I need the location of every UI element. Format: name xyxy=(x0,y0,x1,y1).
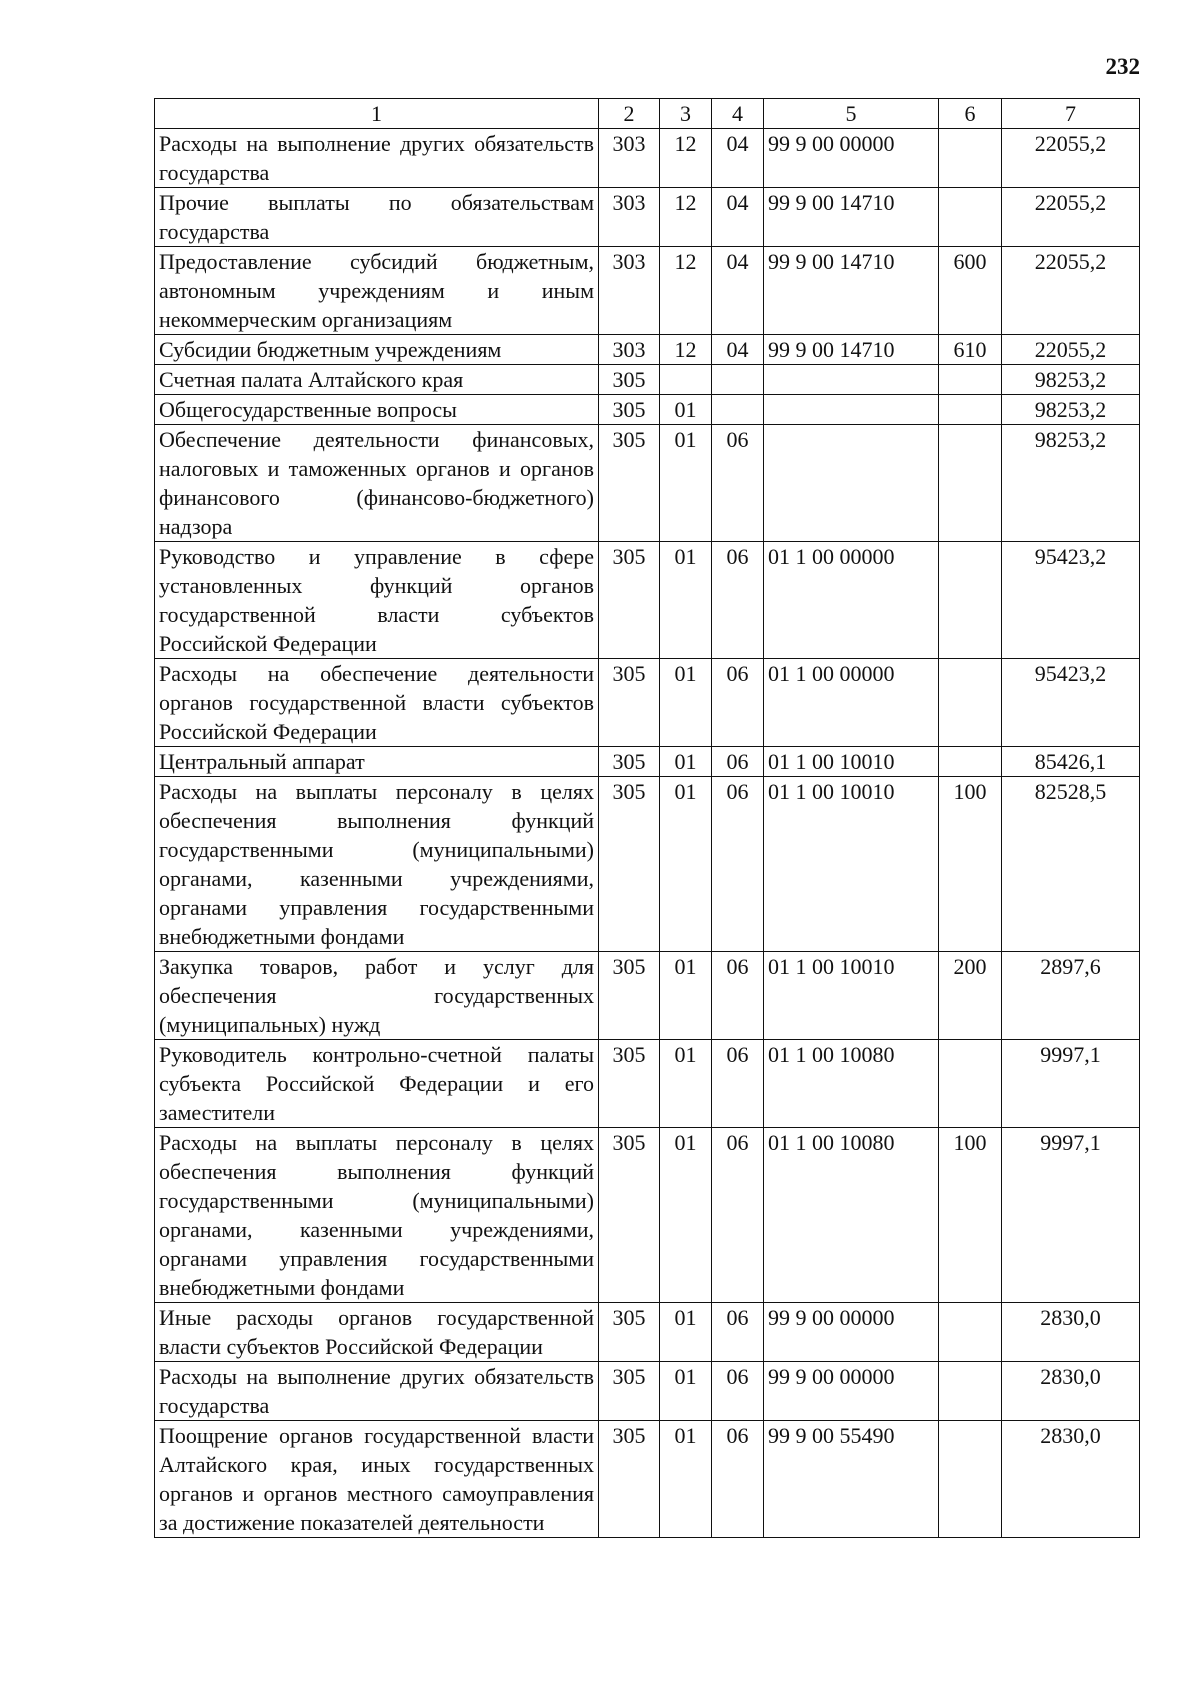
row-section-cell: 01 xyxy=(660,777,712,952)
row-name-cell: Субсидии бюджетным учреждениям xyxy=(155,335,599,365)
row-section-cell: 01 xyxy=(660,395,712,425)
row-admin-code-cell: 305 xyxy=(599,952,660,1040)
table-row xyxy=(155,777,1140,952)
row-admin-code-cell: 305 xyxy=(599,365,660,395)
row-section-cell: 12 xyxy=(660,129,712,188)
row-name-cell: Закупка товаров, работ и услуг для обеспечения государственных (муниципальных) нужд xyxy=(155,952,599,1040)
row-expense-type-cell: 100 xyxy=(939,777,1002,952)
row-subsection-cell: 06 xyxy=(712,1040,764,1128)
table-row xyxy=(155,129,1140,188)
row-target-item-cell: 01 1 00 10010 xyxy=(764,777,939,952)
row-amount-cell: 82528,5 xyxy=(1002,777,1140,952)
table-row xyxy=(155,1128,1140,1303)
row-expense-type-cell: 600 xyxy=(939,247,1002,335)
row-amount-cell: 95423,2 xyxy=(1002,542,1140,659)
row-amount-cell: 22055,2 xyxy=(1002,335,1140,365)
row-amount-cell: 2830,0 xyxy=(1002,1362,1140,1421)
row-amount-cell: 2830,0 xyxy=(1002,1303,1140,1362)
row-target-item-cell xyxy=(764,365,939,395)
row-target-item-cell xyxy=(764,425,939,542)
row-name-cell: Общегосударственные вопросы xyxy=(155,395,599,425)
row-subsection-cell xyxy=(712,395,764,425)
row-admin-code-cell: 305 xyxy=(599,1040,660,1128)
row-name-cell: Прочие выплаты по обязательствам государства xyxy=(155,188,599,247)
row-admin-code-cell: 305 xyxy=(599,542,660,659)
row-name-cell: Расходы на обеспечение деятельности органов государственной власти субъектов Российской Федерации xyxy=(155,659,599,747)
row-name-cell: Обеспечение деятельности финансовых, налоговых и таможенных органов и органов финансового (финансово-бюджетного) надзора xyxy=(155,425,599,542)
row-target-item-cell: 01 1 00 10010 xyxy=(764,952,939,1040)
row-target-item-cell: 99 9 00 14710 xyxy=(764,247,939,335)
row-expense-type-cell: 100 xyxy=(939,1128,1002,1303)
table-row xyxy=(155,425,1140,542)
row-target-item-cell: 99 9 00 14710 xyxy=(764,188,939,247)
row-admin-code-cell: 305 xyxy=(599,659,660,747)
row-section-cell: 01 xyxy=(660,542,712,659)
table-row xyxy=(155,395,1140,425)
row-name-cell: Руководитель контрольно-счетной палаты субъекта Российской Федерации и его заместители xyxy=(155,1040,599,1128)
row-section-cell xyxy=(660,365,712,395)
row-expense-type-cell xyxy=(939,188,1002,247)
column-header: 4 xyxy=(712,99,764,129)
table-row xyxy=(155,747,1140,777)
row-expense-type-cell xyxy=(939,747,1002,777)
row-expense-type-cell xyxy=(939,659,1002,747)
row-expense-type-cell xyxy=(939,1362,1002,1421)
row-admin-code-cell: 305 xyxy=(599,395,660,425)
row-amount-cell: 9997,1 xyxy=(1002,1040,1140,1128)
row-amount-cell: 98253,2 xyxy=(1002,425,1140,542)
row-subsection-cell: 06 xyxy=(712,1362,764,1421)
row-section-cell: 01 xyxy=(660,1362,712,1421)
column-header: 5 xyxy=(764,99,939,129)
row-admin-code-cell: 305 xyxy=(599,425,660,542)
row-target-item-cell: 01 1 00 10010 xyxy=(764,747,939,777)
row-amount-cell: 98253,2 xyxy=(1002,365,1140,395)
row-section-cell: 12 xyxy=(660,335,712,365)
row-admin-code-cell: 303 xyxy=(599,188,660,247)
row-amount-cell: 2897,6 xyxy=(1002,952,1140,1040)
row-subsection-cell: 06 xyxy=(712,542,764,659)
row-target-item-cell: 01 1 00 00000 xyxy=(764,659,939,747)
table-row xyxy=(155,1303,1140,1362)
row-subsection-cell: 06 xyxy=(712,425,764,542)
row-expense-type-cell xyxy=(939,1303,1002,1362)
table-row xyxy=(155,659,1140,747)
row-expense-type-cell xyxy=(939,425,1002,542)
row-subsection-cell: 06 xyxy=(712,1303,764,1362)
row-amount-cell: 22055,2 xyxy=(1002,188,1140,247)
row-subsection-cell: 04 xyxy=(712,129,764,188)
row-name-cell: Руководство и управление в сфере установленных функций органов государственной власти субъектов Российской Федерации xyxy=(155,542,599,659)
row-admin-code-cell: 305 xyxy=(599,777,660,952)
row-expense-type-cell xyxy=(939,129,1002,188)
row-section-cell: 01 xyxy=(660,1128,712,1303)
table-row xyxy=(155,247,1140,335)
row-admin-code-cell: 305 xyxy=(599,747,660,777)
column-header: 1 xyxy=(155,99,599,129)
row-name-cell: Центральный аппарат xyxy=(155,747,599,777)
row-admin-code-cell: 305 xyxy=(599,1128,660,1303)
row-section-cell: 01 xyxy=(660,1040,712,1128)
row-target-item-cell: 99 9 00 00000 xyxy=(764,1362,939,1421)
row-name-cell: Предоставление субсидий бюджетным, автономным учреждениям и иным некоммерческим организациям xyxy=(155,247,599,335)
row-section-cell: 01 xyxy=(660,425,712,542)
table-header-row xyxy=(155,99,1140,129)
row-expense-type-cell xyxy=(939,1040,1002,1128)
row-amount-cell: 85426,1 xyxy=(1002,747,1140,777)
row-name-cell: Расходы на выплаты персоналу в целях обеспечения выполнения функций государственными (муниципальными) органами, казенными учреждениями, органами управления государственными внебюджетными фондами xyxy=(155,777,599,952)
row-name-cell: Расходы на выполнение других обязательств государства xyxy=(155,129,599,188)
table-row xyxy=(155,1421,1140,1538)
row-name-cell: Расходы на выплаты персоналу в целях обеспечения выполнения функций государственными (муниципальными) органами, казенными учреждениями, органами управления государственными внебюджетными фондами xyxy=(155,1128,599,1303)
row-name-cell: Счетная палата Алтайского края xyxy=(155,365,599,395)
table-row xyxy=(155,335,1140,365)
row-subsection-cell: 04 xyxy=(712,188,764,247)
row-section-cell: 01 xyxy=(660,1303,712,1362)
row-expense-type-cell xyxy=(939,395,1002,425)
row-admin-code-cell: 303 xyxy=(599,129,660,188)
row-subsection-cell: 04 xyxy=(712,247,764,335)
row-target-item-cell: 01 1 00 10080 xyxy=(764,1128,939,1303)
row-expense-type-cell xyxy=(939,1421,1002,1538)
row-amount-cell: 22055,2 xyxy=(1002,129,1140,188)
row-target-item-cell: 99 9 00 55490 xyxy=(764,1421,939,1538)
row-expense-type-cell: 200 xyxy=(939,952,1002,1040)
row-amount-cell: 2830,0 xyxy=(1002,1421,1140,1538)
table-row xyxy=(155,365,1140,395)
row-admin-code-cell: 305 xyxy=(599,1421,660,1538)
row-amount-cell: 22055,2 xyxy=(1002,247,1140,335)
table-row xyxy=(155,542,1140,659)
row-subsection-cell: 06 xyxy=(712,952,764,1040)
row-section-cell: 01 xyxy=(660,952,712,1040)
row-subsection-cell: 04 xyxy=(712,335,764,365)
row-expense-type-cell xyxy=(939,365,1002,395)
table-row xyxy=(155,1040,1140,1128)
row-section-cell: 01 xyxy=(660,747,712,777)
row-subsection-cell: 06 xyxy=(712,747,764,777)
row-amount-cell: 95423,2 xyxy=(1002,659,1140,747)
row-admin-code-cell: 303 xyxy=(599,247,660,335)
row-subsection-cell: 06 xyxy=(712,1421,764,1538)
row-admin-code-cell: 305 xyxy=(599,1362,660,1421)
row-target-item-cell: 01 1 00 00000 xyxy=(764,542,939,659)
table-row xyxy=(155,188,1140,247)
row-subsection-cell: 06 xyxy=(712,659,764,747)
row-target-item-cell xyxy=(764,395,939,425)
row-target-item-cell: 99 9 00 00000 xyxy=(764,129,939,188)
row-section-cell: 01 xyxy=(660,1421,712,1538)
column-header: 6 xyxy=(939,99,1002,129)
row-subsection-cell: 06 xyxy=(712,1128,764,1303)
page-number: 232 xyxy=(1105,54,1140,79)
row-admin-code-cell: 305 xyxy=(599,1303,660,1362)
row-expense-type-cell xyxy=(939,542,1002,659)
row-amount-cell: 98253,2 xyxy=(1002,395,1140,425)
row-target-item-cell: 99 9 00 14710 xyxy=(764,335,939,365)
column-header: 2 xyxy=(599,99,660,129)
row-section-cell: 12 xyxy=(660,247,712,335)
row-section-cell: 01 xyxy=(660,659,712,747)
budget-table xyxy=(154,98,1140,1538)
row-subsection-cell xyxy=(712,365,764,395)
row-name-cell: Иные расходы органов государственной власти субъектов Российской Федерации xyxy=(155,1303,599,1362)
row-target-item-cell: 01 1 00 10080 xyxy=(764,1040,939,1128)
column-header: 3 xyxy=(660,99,712,129)
table-row xyxy=(155,952,1140,1040)
row-amount-cell: 9997,1 xyxy=(1002,1128,1140,1303)
row-name-cell: Расходы на выполнение других обязательств государства xyxy=(155,1362,599,1421)
row-admin-code-cell: 303 xyxy=(599,335,660,365)
row-target-item-cell: 99 9 00 00000 xyxy=(764,1303,939,1362)
column-header: 7 xyxy=(1002,99,1140,129)
row-expense-type-cell: 610 xyxy=(939,335,1002,365)
row-subsection-cell: 06 xyxy=(712,777,764,952)
row-section-cell: 12 xyxy=(660,188,712,247)
row-name-cell: Поощрение органов государственной власти Алтайского края, иных государственных органов и органов местного самоуправления за достижение показателей деятельности xyxy=(155,1421,599,1538)
table-row xyxy=(155,1362,1140,1421)
